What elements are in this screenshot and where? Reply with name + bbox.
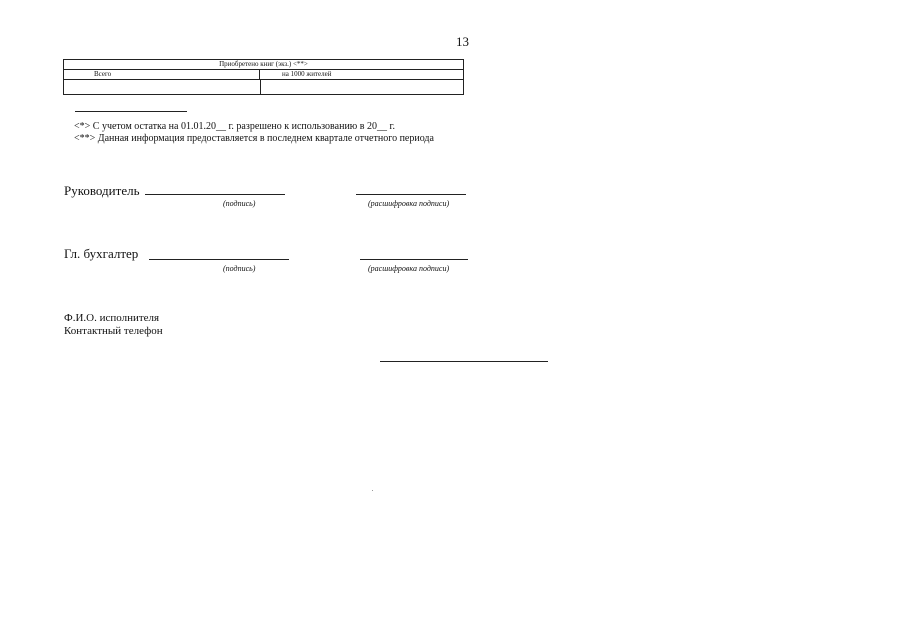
column-header-total: Всего — [64, 70, 260, 79]
table-cell-per-1000-value — [261, 80, 463, 94]
accountant-signature-caption: (подпись) — [223, 264, 256, 273]
phone-label: Контактный телефон — [64, 325, 163, 337]
head-signature-label: Руководитель — [64, 183, 140, 198]
scan-speck — [372, 490, 373, 491]
accountant-decode-line — [360, 259, 468, 260]
footnote-divider — [75, 111, 187, 112]
footnote-2: <**> Данная информация предоставляется в последнем квартале отчетного периода — [74, 133, 434, 144]
accountant-decode-caption: (расшифровка подписи) — [368, 264, 450, 273]
page-number: 13 — [456, 34, 469, 49]
head-signature-caption: (подпись) — [223, 199, 256, 208]
bottom-line — [380, 361, 548, 362]
column-header-per-1000: на 1000 жителей — [282, 70, 332, 78]
accountant-signature-line — [149, 259, 289, 260]
head-decode-caption: (расшифровка подписи) — [368, 199, 450, 208]
books-acquired-table — [63, 59, 464, 95]
table-header: Приобретено книг (экз.) <**> — [219, 60, 308, 68]
executor-name-label: Ф.И.О. исполнителя — [64, 312, 160, 324]
head-signature-line — [145, 194, 285, 195]
table-cell-total-value — [64, 80, 261, 94]
head-decode-line — [356, 194, 466, 195]
footnote-1: <*> С учетом остатка на 01.01.20__ г. разрешено к использованию в 20__ г. — [74, 121, 395, 132]
accountant-signature-label: Гл. бухгалтер — [64, 246, 139, 261]
